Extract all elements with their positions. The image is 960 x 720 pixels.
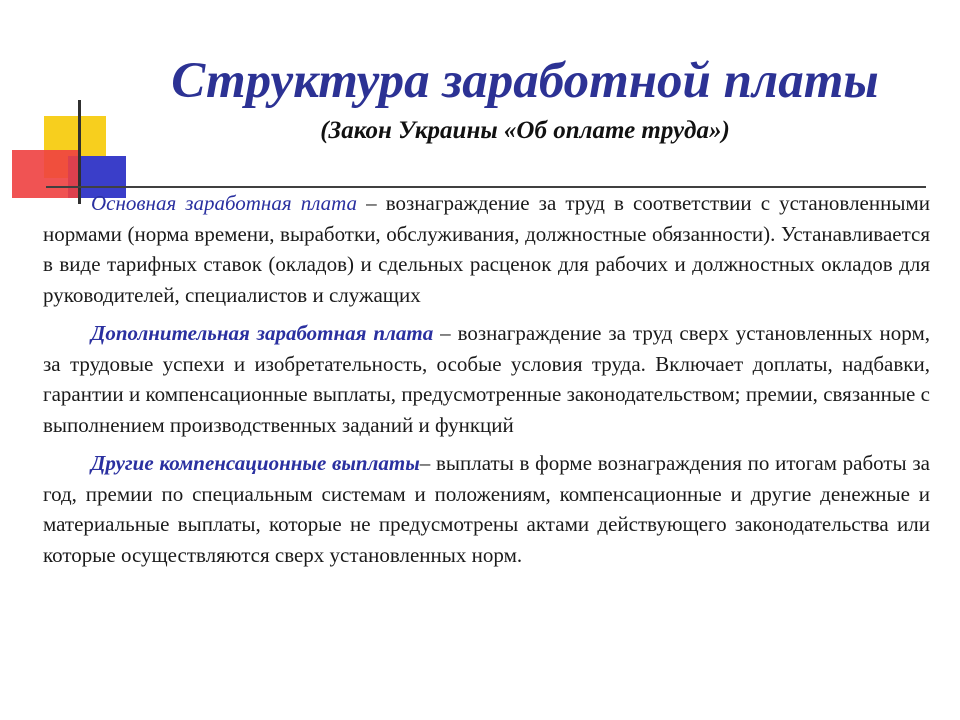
paragraph-basic-wage bbox=[43, 188, 930, 310]
slide-subtitle: (Закон Украины «Об оплате труда») bbox=[320, 117, 730, 144]
term-basic-wage: Основная заработная плата bbox=[91, 191, 358, 215]
paragraph-other-compensation bbox=[43, 448, 930, 570]
slide-body bbox=[43, 188, 930, 578]
term-additional-wage: Дополнительная заработная плата bbox=[91, 321, 434, 345]
definition-other-compensation: – выплаты в форме вознаграждения по итогам работы за год, премии по специальным системам и положениям, компенсационные и другие денежные и материальные выплаты, которые не предусмотрены актами действующего законодательства или которые осуществляются сверх установленных норм. bbox=[43, 451, 930, 567]
definition-additional-wage: – вознаграждение за труд сверх установленных норм, за трудовые успехи и изобретательность, особые условия труда. Включает доплаты, надбавки, гарантии и компенсационные выплаты, предусмотренные законодательством; премии, связанные с выполнением производственных заданий и функций bbox=[43, 321, 930, 437]
paragraph-additional-wage bbox=[43, 318, 930, 440]
definition-basic-wage: – вознаграждение за труд в соответствии с установленными нормами (норма времени, выработки, обслуживания, должностные обязанности). Устанавливается в виде тарифных ставок (окладов) и сдельных расценок для рабочих и должностных окладов для руководителей, специалистов и служащих bbox=[43, 191, 930, 307]
slide-title: Структура заработной платы bbox=[171, 53, 879, 109]
term-other-compensation: Другие компенсационные выплаты bbox=[91, 451, 420, 475]
